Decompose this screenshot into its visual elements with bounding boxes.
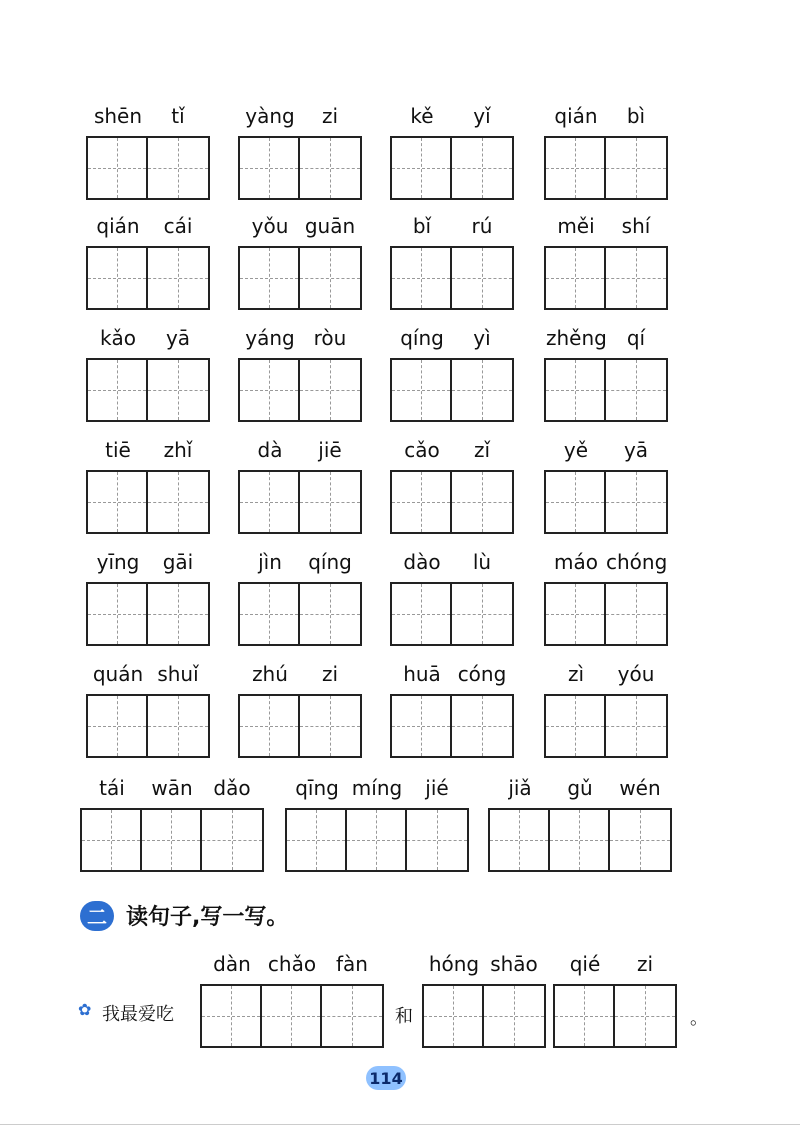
pinyin-syllable: jiǎ	[508, 776, 532, 800]
pinyin-syllable: zi	[321, 662, 339, 686]
writing-cell[interactable]	[555, 986, 615, 1046]
pinyin-syllable: zhǐ	[163, 438, 193, 462]
pinyin-syllable: tiē	[105, 438, 131, 462]
writing-cell[interactable]	[484, 986, 544, 1046]
pinyin-syllable: zhěng	[546, 326, 607, 350]
pinyin-syllable: yì	[473, 326, 491, 350]
pinyin-syllable: quán	[92, 662, 144, 686]
pinyin-syllable: shí	[621, 214, 651, 238]
pinyin-syllable: yě	[563, 438, 589, 462]
pinyin-syllable: chǎo	[267, 952, 317, 976]
star-icon: ✿	[78, 1000, 92, 1019]
writing-cell[interactable]	[615, 986, 675, 1046]
pinyin-syllable: shēn	[93, 104, 143, 128]
word-item	[553, 950, 677, 980]
pinyin-syllable: zì	[567, 662, 585, 686]
pinyin-syllable: lù	[472, 550, 492, 574]
pinyin-syllable: chóng	[606, 550, 668, 574]
sentence-end: 。	[690, 1008, 708, 1029]
pinyin-syllable: shāo	[490, 952, 538, 976]
pinyin-syllable: yáng	[245, 326, 295, 350]
pinyin-syllable: zi	[636, 952, 654, 976]
pinyin-syllable: kě	[410, 104, 434, 128]
pinyin-syllable: wén	[619, 776, 661, 800]
pinyin-syllable: cóng	[457, 662, 507, 686]
pinyin-syllable: shuǐ	[157, 662, 199, 686]
pinyin-row	[422, 950, 546, 980]
pinyin-syllable: yàng	[245, 104, 295, 128]
pinyin-syllable: qián	[96, 214, 140, 238]
pinyin-syllable: tái	[99, 776, 125, 800]
writing-boxes[interactable]	[200, 984, 384, 1048]
pinyin-syllable: guān	[304, 214, 356, 238]
section-title: 读句子,写一写。	[126, 905, 289, 930]
pinyin-syllable: dà	[257, 438, 283, 462]
pinyin-syllable: zhú	[252, 662, 288, 686]
pinyin-syllable: qíng	[400, 326, 444, 350]
pinyin-syllable: gǔ	[567, 776, 593, 800]
pinyin-syllable: qié	[569, 952, 601, 976]
pinyin-syllable: wān	[151, 776, 193, 800]
pinyin-syllable: fàn	[336, 952, 368, 976]
word-item	[200, 950, 384, 980]
pinyin-syllable: zi	[321, 104, 339, 128]
pinyin-syllable: jié	[425, 776, 449, 800]
pinyin-syllable: kǎo	[99, 326, 137, 350]
pinyin-syllable: zǐ	[473, 438, 491, 462]
pinyin-syllable: yīng	[96, 550, 140, 574]
writing-boxes[interactable]	[422, 984, 546, 1048]
bottom-divider	[0, 1124, 800, 1125]
pinyin-syllable: bǐ	[412, 214, 432, 238]
pinyin-syllable: měi	[557, 214, 595, 238]
pinyin-syllable: huā	[403, 662, 441, 686]
pinyin-syllable: yā	[623, 438, 649, 462]
page-number: 114	[366, 1066, 406, 1090]
sentence-prefix: 我最爱吃	[102, 1004, 174, 1025]
pinyin-syllable: dào	[403, 550, 441, 574]
sentence-connector: 和	[395, 1006, 413, 1027]
pinyin-syllable: dǎo	[213, 776, 251, 800]
pinyin-row	[553, 950, 677, 980]
pinyin-syllable: rú	[471, 214, 493, 238]
pinyin-syllable: míng	[351, 776, 403, 800]
pinyin-syllable: qí	[626, 326, 646, 350]
pinyin-syllable: yā	[165, 326, 191, 350]
pinyin-syllable: yǒu	[251, 214, 289, 238]
pinyin-syllable: yóu	[617, 662, 655, 686]
pinyin-syllable: cái	[163, 214, 193, 238]
pinyin-syllable: gāi	[162, 550, 194, 574]
pinyin-syllable: dàn	[213, 952, 251, 976]
writing-cell[interactable]	[322, 986, 382, 1046]
word-item	[422, 950, 546, 980]
pinyin-syllable: qíng	[308, 550, 352, 574]
pinyin-syllable: hóng	[428, 952, 480, 976]
pinyin-syllable: qián	[554, 104, 598, 128]
pinyin-syllable: tǐ	[171, 104, 185, 128]
writing-cell[interactable]	[424, 986, 484, 1046]
section-number-badge: 二	[80, 901, 114, 931]
pinyin-syllable: qīng	[295, 776, 339, 800]
writing-cell[interactable]	[202, 986, 262, 1046]
writing-boxes[interactable]	[553, 984, 677, 1048]
pinyin-syllable: cǎo	[404, 438, 440, 462]
pinyin-syllable: jìn	[258, 550, 282, 574]
pinyin-syllable: bì	[626, 104, 646, 128]
pinyin-syllable: ròu	[313, 326, 347, 350]
writing-cell[interactable]	[262, 986, 322, 1046]
pinyin-syllable: máo	[554, 550, 598, 574]
pinyin-row	[200, 950, 384, 980]
pinyin-syllable: yǐ	[473, 104, 491, 128]
pinyin-syllable: jiē	[318, 438, 342, 462]
